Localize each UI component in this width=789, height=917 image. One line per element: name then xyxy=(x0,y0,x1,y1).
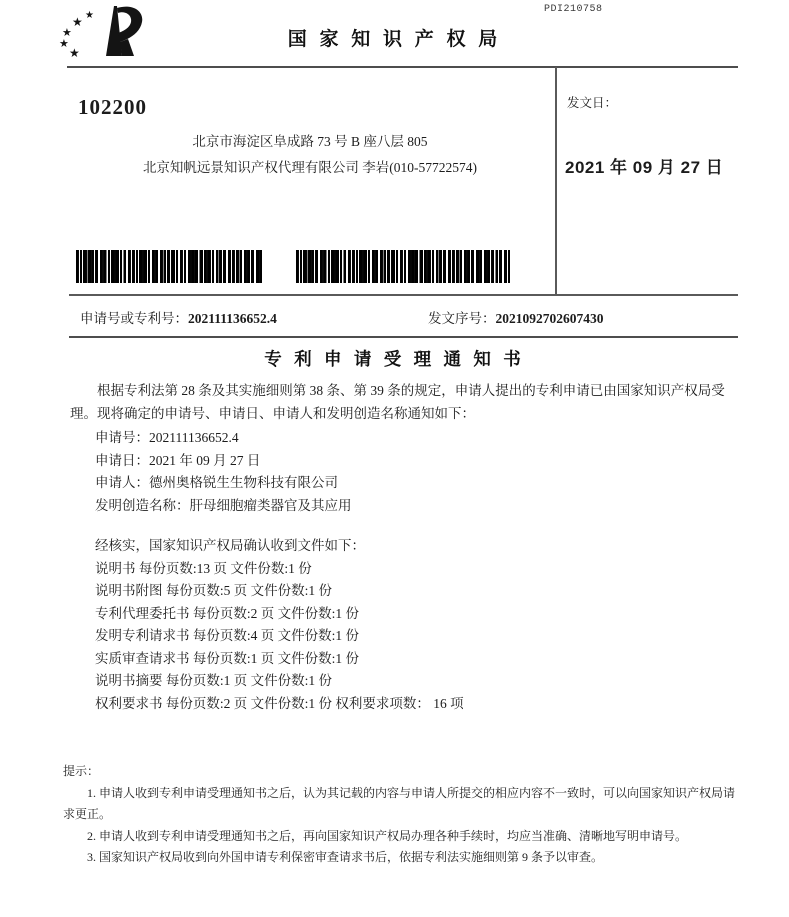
notice-title: 专 利 申 请 受 理 通 知 书 xyxy=(264,349,525,369)
tips-label: 提示： xyxy=(63,764,100,778)
document-row: 说明书 每份页数:13 页 文件份数:1 份 xyxy=(95,560,312,576)
document-code: PDI210758 xyxy=(544,4,603,15)
document-row: 说明书摘要 每份页数:1 页 文件份数:1 份 xyxy=(95,673,333,688)
dispatch-date-label: 发文日： xyxy=(567,96,618,110)
application-number-group xyxy=(80,307,277,327)
application-number-value: 202111136652.4 xyxy=(188,311,277,326)
star-icon: ★ xyxy=(85,10,94,21)
dispatch-date-value: 2021 年 09 月 27 日 xyxy=(565,158,724,177)
field-label: 发明创造名称： xyxy=(95,497,190,513)
document-row: 权利要求书 每份页数:2 页 文件份数:1 份 权利要求项数： 16 项 xyxy=(95,695,464,711)
received-documents-section xyxy=(70,535,742,715)
field-value: 2021 年 09 月 27 日 xyxy=(149,452,261,468)
footer-notes xyxy=(63,761,745,869)
serial-number-group xyxy=(428,307,604,327)
barcode-left xyxy=(76,250,262,283)
notice-body xyxy=(70,380,742,715)
application-number-label: 申请号或专利号： xyxy=(80,311,188,326)
postal-code: 102200 xyxy=(78,95,147,119)
serial-number-label: 发文序号： xyxy=(428,311,496,326)
recipient-address: 北京市海淀区阜成路 73 号 B 座八层 805 xyxy=(192,134,428,149)
received-intro: 经核实，国家知识产权局确认收到文件如下： xyxy=(95,538,365,553)
header-divider-line xyxy=(67,66,738,68)
field-invention-title xyxy=(70,495,742,518)
document-row: 专利代理委托书 每份页数:2 页 文件份数:1 份 xyxy=(95,605,360,621)
footer-note: 1. 申请人收到专利申请受理通知书之后，认为其记载的内容与申请人所提交的相应内容不一致时，可以向国家知识产权局请求更正。 xyxy=(63,785,736,821)
office-title: 国 家 知 识 产 权 局 xyxy=(287,29,502,50)
star-icon: ★ xyxy=(59,38,69,50)
mid-divider-line xyxy=(69,294,738,296)
footer-note: 3. 国家知识产权局收到向外国申请专利保密审查请求书后，依据专利法实施细则第 9 条予以审查。 xyxy=(87,850,604,864)
star-icon: ★ xyxy=(69,46,80,60)
field-value: 德州奥格锐生生物科技有限公司 xyxy=(149,475,338,490)
field-label: 申请人： xyxy=(95,475,149,490)
document-row: 说明书附图 每份页数:5 页 文件份数:1 份 xyxy=(95,583,333,598)
document-row: 发明专利请求书 每份页数:4 页 文件份数:1 份 xyxy=(95,628,360,643)
serial-number-value: 2021092702607430 xyxy=(495,311,604,326)
field-filing-date xyxy=(70,450,742,473)
vertical-divider-line xyxy=(555,67,557,295)
document-row: 实质审查请求书 每份页数:1 页 文件份数:1 份 xyxy=(95,650,360,666)
field-label: 申请号： xyxy=(95,430,149,445)
field-value: 肝母细胞瘤类器官及其应用 xyxy=(189,497,352,513)
reference-row xyxy=(70,307,738,331)
barcode-right xyxy=(296,250,512,283)
recipient-agency: 北京知帆远景知识产权代理有限公司 李岩(010-57722574) xyxy=(142,160,478,175)
notice-intro-paragraph: 根据专利法第 28 条及其实施细则第 38 条、第 39 条的规定，申请人提出的专利申请已由国家知识产权局受理。现将确定的申请号、申请日、申请人和发明创造名称通知如下： xyxy=(70,383,725,421)
field-applicant xyxy=(70,472,742,495)
star-icon: ★ xyxy=(72,15,83,29)
footer-note: 2. 申请人收到专利申请受理通知书之后，再向国家知识产权局办理各种手续时，均应当准确、清晰地写明申请号。 xyxy=(87,828,688,843)
field-label: 申请日： xyxy=(95,452,149,468)
field-value: 202111136652.4 xyxy=(149,430,239,445)
bottom-divider-line xyxy=(69,336,738,338)
field-application-number xyxy=(70,427,742,450)
star-icon: ★ xyxy=(62,27,72,39)
